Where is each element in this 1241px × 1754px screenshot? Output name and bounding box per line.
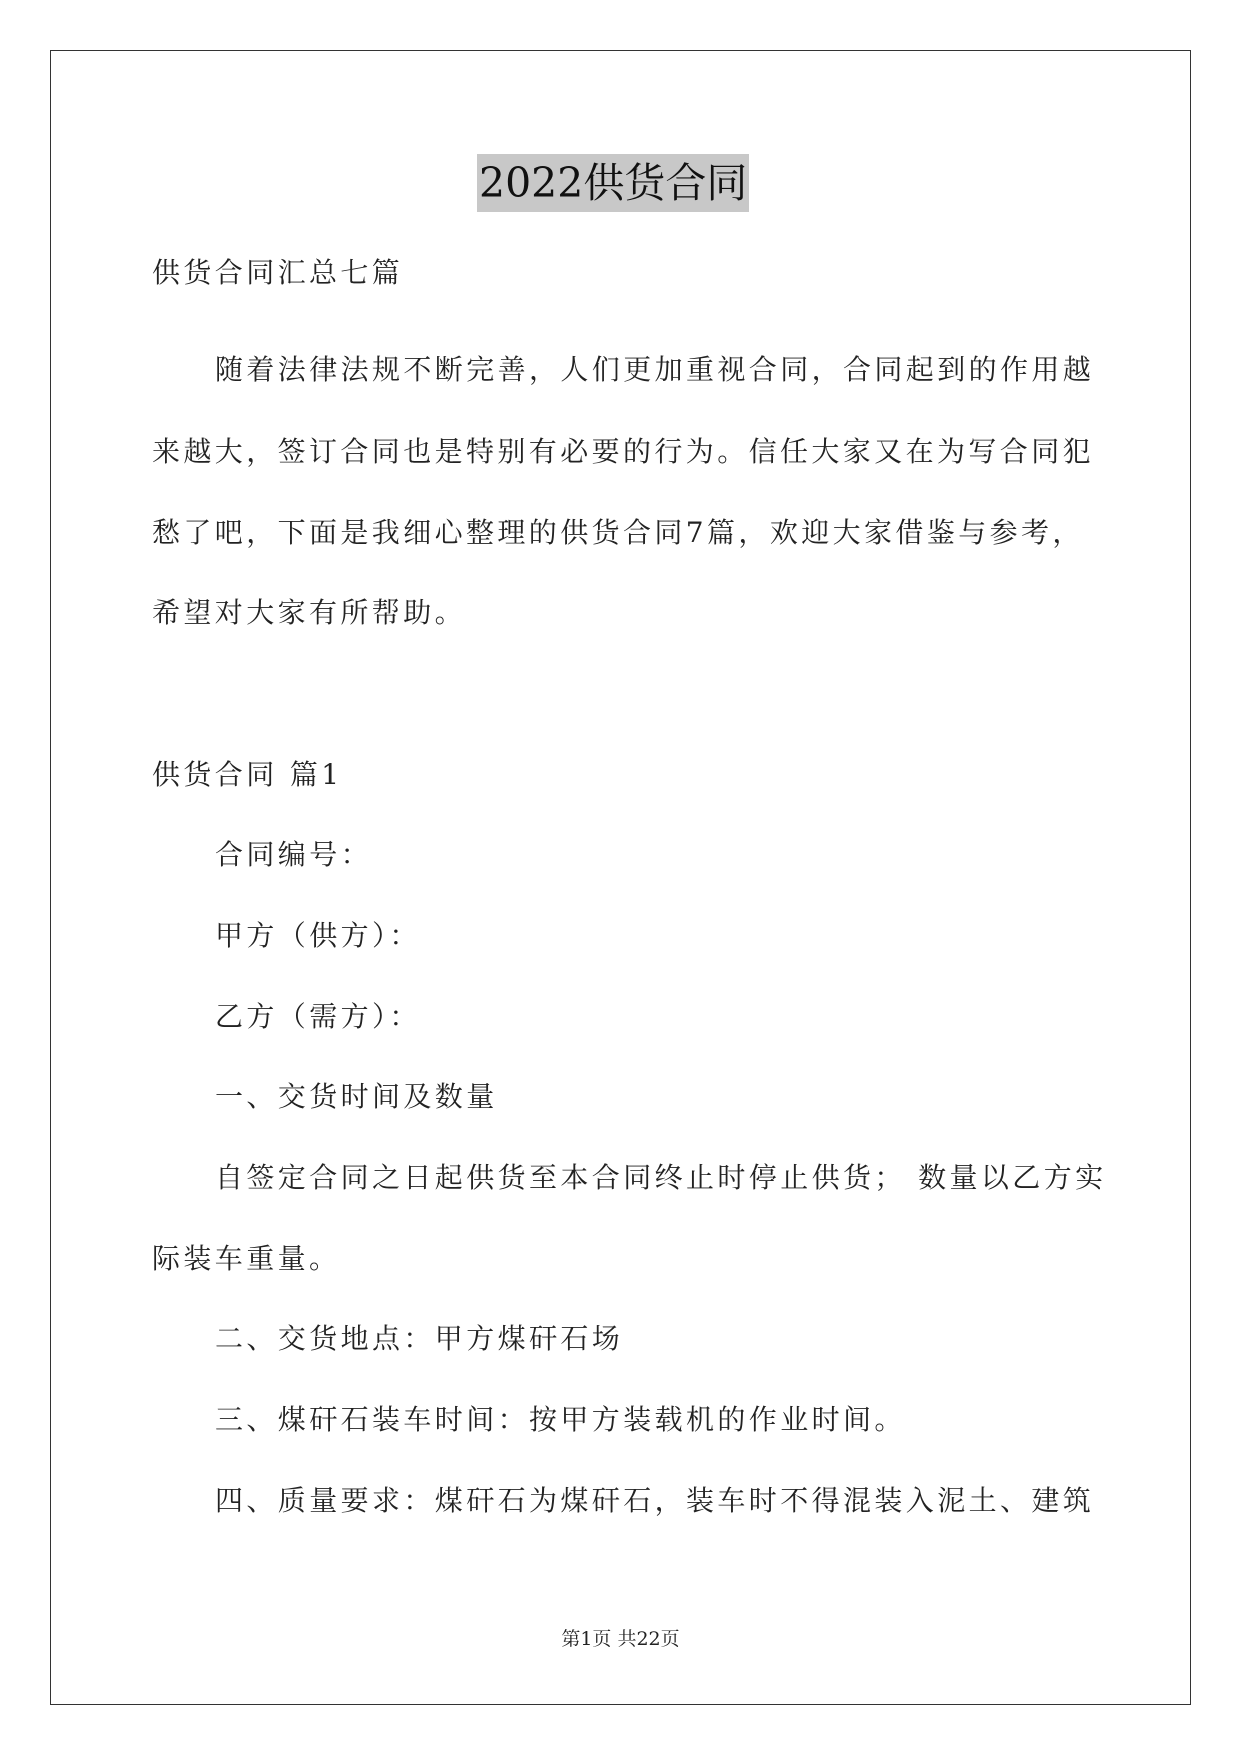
body-line-contract-number: 合同编号： bbox=[215, 838, 373, 871]
body-line-clause-1-text-cont: 际装车重量。 bbox=[152, 1242, 341, 1275]
page-border bbox=[50, 50, 1191, 1705]
intro-line-2: 来越大，签订合同也是特别有必要的行为。信任大家又在为写合同犯 bbox=[152, 435, 1095, 468]
body-line-clause-2: 二、交货地点：甲方煤矸石场 bbox=[215, 1322, 624, 1355]
body-line-clause-3: 三、煤矸石装车时间：按甲方装载机的作业时间。 bbox=[215, 1403, 906, 1436]
document-title: 2022供货合同 bbox=[477, 154, 749, 212]
intro-line-3: 愁了吧，下面是我细心整理的供货合同7篇，欢迎大家借鉴与参考， bbox=[152, 516, 1084, 549]
body-line-clause-4: 四、质量要求：煤矸石为煤矸石，装车时不得混装入泥土、建筑 bbox=[215, 1484, 1095, 1517]
intro-line-4: 希望对大家有所帮助。 bbox=[152, 596, 467, 629]
body-line-clause-1: 一、交货时间及数量 bbox=[215, 1080, 498, 1113]
body-line-clause-1-text: 自签定合同之日起供货至本合同终止时停止供货； 数量以乙方实 bbox=[215, 1161, 1107, 1194]
intro-line-1: 随着法律法规不断完善，人们更加重视合同，合同起到的作用越 bbox=[215, 353, 1095, 386]
subtitle: 供货合同汇总七篇 bbox=[152, 256, 404, 289]
body-line-party-a: 甲方（供方）： bbox=[215, 919, 421, 952]
page-number-footer: 第1页 共22页 bbox=[561, 1628, 680, 1650]
body-line-party-b: 乙方（需方）： bbox=[215, 1000, 421, 1033]
section-heading: 供货合同 篇1 bbox=[152, 758, 343, 791]
